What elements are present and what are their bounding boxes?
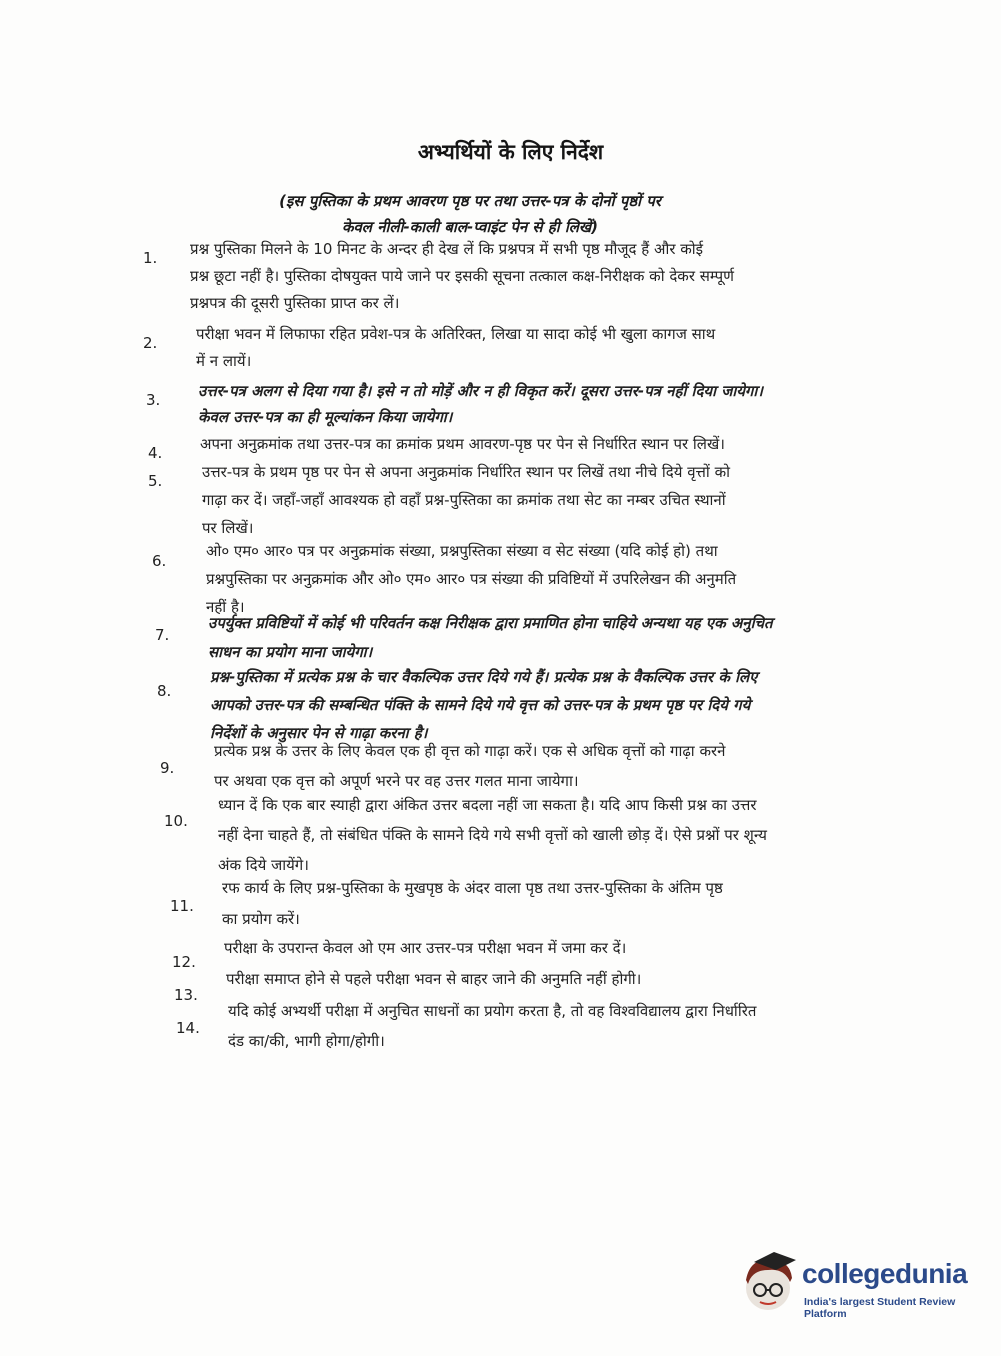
- instruction-number: 1.: [143, 249, 158, 267]
- page-title: अभ्यर्थियों के लिए निर्देश: [417, 140, 604, 164]
- instruction-number: 10.: [164, 812, 188, 830]
- instruction-line: परीक्षा समाप्त होने से पहले परीक्षा भवन से बाहर जाने की अनुमति नहीं होगी।: [226, 970, 642, 988]
- instruction-number: 12.: [172, 953, 196, 971]
- instruction-number: 9.: [160, 759, 175, 777]
- subtitle-line-1: (इस पुस्तिका के प्रथम आवरण पृष्ठ पर तथा उत्तर-पत्र के दोनों पृष्ठों पर: [279, 192, 661, 210]
- instruction-line: प्रश्न छूटा नहीं है। पुस्तिका दोषयुक्त पाये जाने पर इसकी सूचना तत्काल कक्ष-निरीक्षक को देकर सम्पूर्ण: [190, 267, 735, 285]
- instruction-number: 8.: [157, 682, 172, 700]
- instruction-number: 6.: [152, 552, 167, 570]
- instruction-line: प्रश्नपत्र की दूसरी पुस्तिका प्राप्त कर लें।: [190, 294, 400, 312]
- instruction-line: दंड का/की, भागी होगा/होगी।: [228, 1032, 385, 1050]
- instruction-line: उत्तर-पत्र अलग से दिया गया है। इसे न तो मोड़ें और न ही विकृत करें। दूसरा उत्तर-पत्र नहीं दिया जायेगा।: [198, 382, 763, 400]
- instruction-line: में न लायें।: [196, 352, 252, 370]
- instruction-line: साधन का प्रयोग माना जायेगा।: [208, 643, 373, 661]
- instruction-line: निर्देशों के अनुसार पेन से गाढ़ा करना है।: [210, 724, 428, 742]
- instruction-line: नहीं है।: [206, 598, 245, 616]
- instruction-line: अंक दिये जायेंगे।: [218, 856, 309, 874]
- instruction-line: पर अथवा एक वृत्त को अपूर्ण भरने पर वह उत्तर गलत माना जायेगा।: [214, 772, 579, 790]
- instruction-line: पर लिखें।: [202, 519, 254, 537]
- logo-name: collegedunia: [802, 1258, 968, 1289]
- instruction-line: केवल उत्तर-पत्र का ही मूल्यांकन किया जायेगा।: [198, 408, 453, 426]
- instruction-number: 4.: [148, 444, 163, 462]
- instruction-line: गाढ़ा कर दें। जहाँ-जहाँ आवश्यक हो वहाँ प्रश्न-पुस्तिका का क्रमांक तथा सेट का नम्बर उचित स्थानों: [202, 491, 726, 509]
- mascot-icon: [740, 1248, 800, 1314]
- instruction-number: 13.: [174, 986, 198, 1004]
- instruction-line: अपना अनुक्रमांक तथा उत्तर-पत्र का क्रमांक प्रथम आवरण-पृष्ठ पर पेन से निर्धारित स्थान पर लिखें।: [200, 435, 725, 453]
- subtitle-line-2: केवल नीली-काली बाल-प्वाइंट पेन से ही लिखें): [341, 218, 599, 236]
- instruction-number: 7.: [155, 626, 170, 644]
- instruction-line: प्रश्न पुस्तिका मिलने के 10 मिनट के अन्दर ही देख लें कि प्रश्नपत्र में सभी पृष्ठ मौजूद हैं और कोई: [190, 240, 704, 258]
- collegedunia-logo: [740, 1248, 970, 1318]
- instruction-line: यदि कोई अभ्यर्थी परीक्षा में अनुचित साधनों का प्रयोग करता है, तो वह विश्वविद्यालय द्वारा निर्धारित: [228, 1002, 757, 1020]
- instruction-line: परीक्षा भवन में लिफाफा रहित प्रवेश-पत्र के अतिरिक्त, लिखा या सादा कोई भी खुला कागज साथ: [196, 325, 716, 343]
- instruction-line: रफ कार्य के लिए प्रश्न-पुस्तिका के मुखपृष्ठ के अंदर वाला पृष्ठ तथा उत्तर-पुस्तिका के अंतिम पृष्ठ: [222, 879, 723, 897]
- instruction-line: आपको उत्तर-पत्र की सम्बन्धित पंक्ति के सामने दिये गये वृत्त को उत्तर-पत्र के प्रथम पृष्ठ पर दिये गये: [210, 696, 751, 714]
- instruction-number: 14.: [176, 1019, 200, 1037]
- instruction-number: 5.: [148, 472, 163, 490]
- subtitle: [220, 188, 720, 240]
- instruction-line: का प्रयोग करें।: [222, 910, 300, 928]
- instruction-line: नहीं देना चाहते हैं, तो संबंधित पंक्ति के सामने दिये गये सभी वृत्तों को खाली छोड़ दें। ऐसे प्रश्नों पर शून्य: [218, 826, 767, 844]
- instruction-number: 3.: [146, 391, 161, 409]
- instruction-line: उपर्युक्त प्रविष्टियों में कोई भी परिवर्तन कक्ष निरीक्षक द्वारा प्रमाणित होना चाहिये अन्यथा यह एक अनुचित: [208, 614, 773, 632]
- instruction-number: 11.: [170, 897, 194, 915]
- instruction-line: प्रत्येक प्रश्न के उत्तर के लिए केवल एक ही वृत्त को गाढ़ा करें। एक से अधिक वृत्तों को गाढ़ा करने: [214, 742, 726, 760]
- instruction-number: 2.: [143, 334, 158, 352]
- instruction-line: प्रश्नपुस्तिका पर अनुक्रमांक और ओ० एम० आर० पत्र संख्या की प्रविष्टियों में उपरिलेखन की अनुमति: [206, 570, 737, 588]
- instruction-line: प्रश्न-पुस्तिका में प्रत्येक प्रश्न के चार वैकल्पिक उत्तर दिये गये हैं। प्रत्येक प्रश्न के वैकल्पिक उत्तर के लिए: [210, 668, 758, 686]
- instruction-line: परीक्षा के उपरान्त केवल ओ एम आर उत्तर-पत्र परीक्षा भवन में जमा कर दें।: [224, 939, 627, 957]
- instruction-line: ओ० एम० आर० पत्र पर अनुक्रमांक संख्या, प्रश्नपुस्तिका संख्या व सेट संख्या (यदि कोई हो) तथा: [206, 542, 718, 560]
- instruction-line: ध्यान दें कि एक बार स्याही द्वारा अंकित उत्तर बदला नहीं जा सकता है। यदि आप किसी प्रश्न का उत्तर: [218, 796, 757, 814]
- logo-tagline: India's largest Student Review Platform: [804, 1296, 956, 1320]
- instruction-line: उत्तर-पत्र के प्रथम पृष्ठ पर पेन से अपना अनुक्रमांक निर्धारित स्थान पर लिखें तथा नीचे दिये वृत्तों को: [202, 463, 730, 481]
